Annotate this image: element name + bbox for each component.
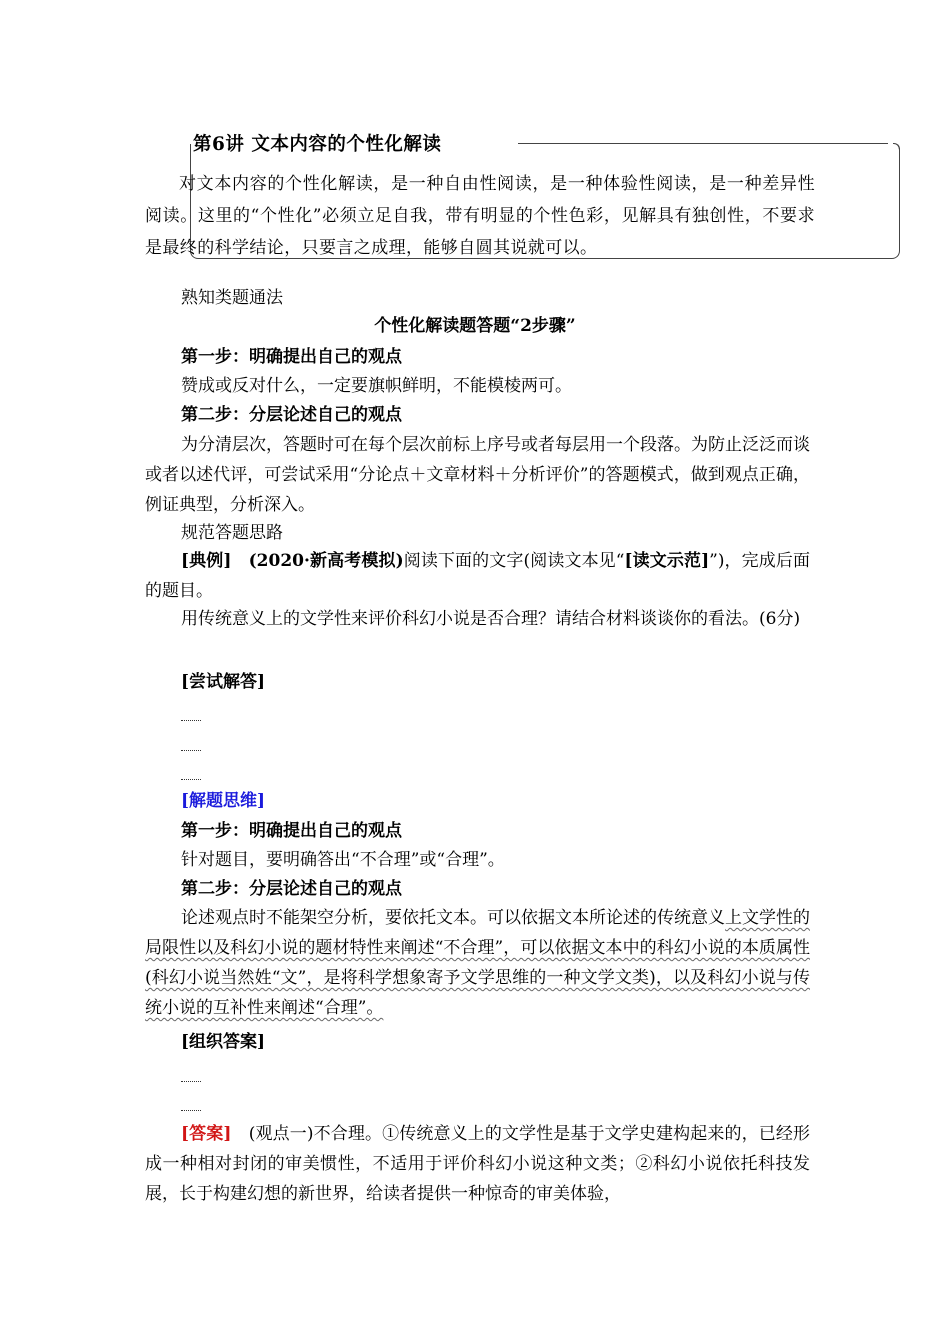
example-intro bbox=[145, 546, 810, 606]
thinking-step2-text bbox=[145, 903, 810, 1023]
organize-blank-1[interactable] bbox=[181, 1079, 201, 1082]
example-tag: [典例] bbox=[181, 551, 232, 571]
thinking-step1-title: 第一步：明确提出自己的观点 bbox=[181, 821, 402, 841]
thinking-step2-text-b: 上文学性的局限性以及科幻小说的题材特性来阐述“不合理”，可以依据文本中的科幻小说的本质属性(科幻小说当然姓“文”，是将科学想象寄予文学思维的一种文学文类)，以及科幻小说与传统小说的互补性来阐述“合理”。 bbox=[145, 908, 810, 1018]
method-step2-text: 为分清层次，答题时可在每个层次前标上序号或者每层用一个段落。为防止泛泛而谈或者以述代评，可尝试采用“分论点＋文章材料＋分析评价”的答题模式，做到观点正确，例证典型，分析深入。 bbox=[145, 435, 810, 515]
answer-blank-3[interactable] bbox=[181, 777, 201, 780]
example-question: 用传统意义上的文学性来评价科幻小说是否合理？请结合材料谈谈你的看法。(6分) bbox=[181, 609, 801, 629]
intro-box-corner bbox=[893, 143, 900, 154]
section-label-method: 熟知类题通法 bbox=[181, 288, 283, 308]
thinking-step2-text-a: 论述观点时不能架空分析，要依托文本。可以依据文本所论述的传统意义 bbox=[181, 908, 725, 928]
section-label-example: 规范答题思路 bbox=[181, 523, 283, 543]
method-heading: 个性化解读题答题“2步骤” bbox=[374, 316, 576, 336]
answer-text: (观点一)不合理。①传统意义上的文学性是基于文学史建构起来的，已经形成一种相对封闭的审美惯性，不适用于评价科幻小说这种文类；②科幻小说依托科技发展，长于构建幻想的新世界，给读者提供一种惊奇的审美体验， bbox=[145, 1124, 811, 1204]
example-intro-b: ”)，完成后面的题目。 bbox=[145, 551, 810, 601]
answer-label: [答案] bbox=[181, 1124, 232, 1144]
intro-text: 对文本内容的个性化解读，是一种自由性阅读，是一种体验性阅读，是一种差异性阅读。这里的“个性化”必须立足自我，带有明显的个性色彩，见解具有独创性，不要求是最终的科学结论，只要言之成理，能够自圆其说就可以。 bbox=[145, 174, 815, 258]
organize-label: [组织答案] bbox=[181, 1032, 266, 1052]
thinking-step1-text: 针对题目，要明确答出“不合理”或“合理”。 bbox=[181, 850, 505, 870]
answer-paragraph bbox=[145, 1119, 810, 1209]
lesson-title: 第6讲 文本内容的个性化解读 bbox=[193, 134, 442, 155]
example-reading-link[interactable]: [读文示范] bbox=[624, 551, 710, 571]
method-step2-title: 第二步：分层论述自己的观点 bbox=[181, 405, 402, 425]
thinking-label: [解题思维] bbox=[181, 791, 266, 811]
example-source: (2020·新高考模拟) bbox=[248, 551, 404, 571]
method-step1-title: 第一步：明确提出自己的观点 bbox=[181, 347, 402, 367]
organize-blank-2[interactable] bbox=[181, 1108, 201, 1111]
method-step1-text: 赞成或反对什么，一定要旗帜鲜明，不能模棱两可。 bbox=[181, 376, 572, 396]
answer-blank-1[interactable] bbox=[181, 718, 201, 721]
answer-blank-2[interactable] bbox=[181, 748, 201, 751]
example-intro-a: 阅读下面的文字(阅读文本见“ bbox=[403, 551, 625, 571]
try-answer-label: [尝试解答] bbox=[181, 672, 266, 692]
thinking-step2-title: 第二步：分层论述自己的观点 bbox=[181, 879, 402, 899]
